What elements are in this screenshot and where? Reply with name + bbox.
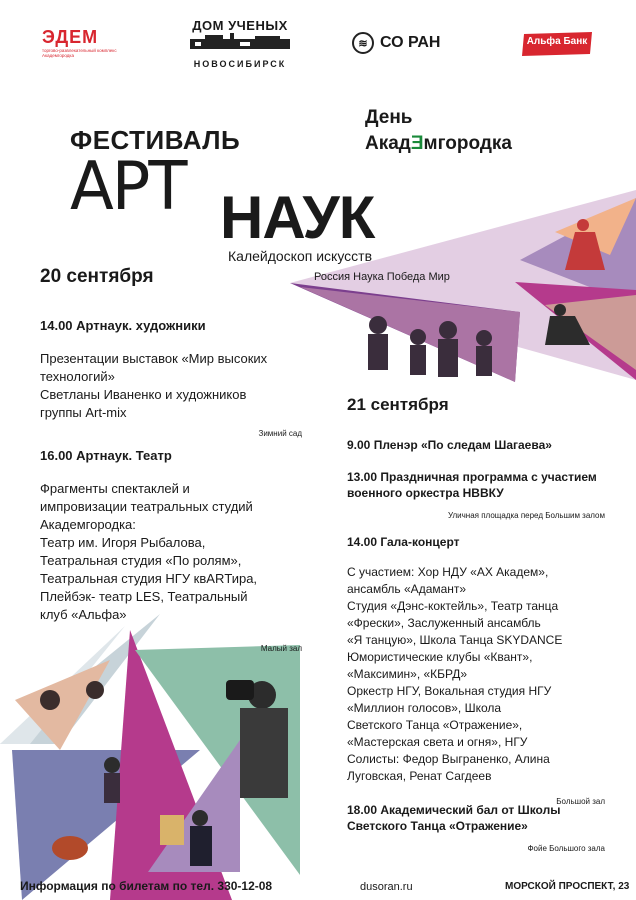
event-line: Солисты: Федор Выграненко, Алина	[347, 752, 550, 766]
event-line: «Мастерская света и огня», НГУ	[347, 735, 528, 749]
event-line: Плейбэк- театр LES, Театральный	[40, 589, 248, 604]
camera-icon	[226, 680, 254, 700]
kaleidoscope-subtitle: Калейдоскоп искусств	[228, 248, 373, 264]
guitar-icon	[52, 836, 88, 860]
dom-title: ДОМ УЧЕНЫХ	[192, 18, 288, 33]
event-venue: Уличная площадка перед Большим залом	[447, 511, 605, 520]
event-title: 13.00 Праздничная программа с участием военного оркестра НВВКУ	[347, 470, 597, 500]
event-line: С участием: Хор НДУ «АХ Академ»,	[347, 565, 549, 579]
slogan: Россия Наука Победа Мир	[314, 271, 450, 283]
address: МОРСКОЙ ПРОСПЕКТ, 23	[505, 881, 630, 892]
event-line: Фрагменты спектаклей и	[40, 481, 190, 496]
painting-canvas	[160, 815, 184, 845]
day2-event-1	[347, 437, 605, 453]
singer-head	[104, 757, 120, 773]
musician-head-1	[369, 316, 387, 334]
event-line: «Я танцую», Школа Танца SKYDANCE	[347, 633, 563, 647]
den-line2-pre: Акад	[365, 133, 411, 154]
alfa-name: Альфа Банк	[526, 36, 588, 47]
ticket-info: Информация по билетам по тел. 330-12-08	[20, 879, 273, 893]
day2-event-4	[347, 802, 605, 853]
event-title: 18.00 Академический бал от Школы Светского Танца «Отражение»	[347, 803, 561, 833]
den-line2-mid: Ǝ	[410, 133, 424, 154]
den-line2	[365, 131, 512, 157]
den-line2-post: мгородка	[423, 133, 512, 154]
event-description	[40, 480, 302, 624]
festival-word: ФЕСТИВАЛЬ	[70, 125, 241, 155]
event-venue: Малый зал	[260, 644, 302, 653]
musician-body-2	[410, 345, 426, 375]
event-line: Академгородка:	[40, 517, 136, 532]
event-title: 14.00 Гала-концерт	[347, 535, 460, 549]
day2-date: 21 сентября	[347, 395, 449, 414]
day2-event-2	[347, 469, 605, 520]
musician-head-3	[439, 321, 457, 339]
event-line: Театральная студия «По ролям»,	[40, 553, 242, 568]
event-venue: Большой зал	[556, 797, 605, 806]
event-line: группы Art-mix	[40, 405, 127, 420]
art-word: АРТ	[70, 148, 186, 226]
musician-body-4	[476, 346, 492, 376]
musician-head-4	[476, 330, 492, 346]
event-line: «Миллион голосов», Школа	[347, 701, 502, 715]
edem-subtitle: торгово-развлекательный комплекс Академгородка	[42, 48, 117, 58]
day2-event-3	[347, 534, 605, 806]
den-line1: День	[365, 107, 413, 128]
actor-head-1	[40, 690, 60, 710]
musician-head-2	[410, 329, 426, 345]
event-line: технологий»	[40, 369, 115, 384]
den-akademgorodka-title	[365, 105, 512, 157]
nauk-word: НАУК	[220, 184, 375, 251]
singer-body	[104, 773, 120, 803]
dance-couple-head	[554, 304, 566, 316]
event-line: Светланы Иваненко и художников	[40, 387, 247, 402]
soran-emblem-icon: ≋	[352, 32, 374, 54]
painter-body	[190, 826, 212, 866]
edem-name: ЭДЕМ	[42, 27, 99, 47]
event-venue: Зимний сад	[258, 429, 302, 438]
day1-date: 20 сентября	[40, 266, 154, 287]
dom-city: НОВОСИБИРСК	[193, 59, 287, 69]
event-title: 16.00 Артнаук. Театр	[40, 448, 172, 463]
event-line: Студия «Дэнс-коктейль», Театр танца	[347, 599, 559, 613]
event-line: Светского Танца «Отражение»,	[347, 718, 523, 732]
musician-body-1	[368, 334, 388, 370]
event-line: «Максимин», «КБРД»	[347, 667, 468, 681]
event-line: Луговская, Ренат Сагдеев	[347, 769, 492, 783]
event-line: Юмористические клубы «Квант»,	[347, 650, 533, 664]
event-title: 9.00 Пленэр «По следам Шагаева»	[347, 438, 552, 452]
event-line: «Фрески», Заслуженный ансамбль	[347, 616, 541, 630]
event-line: импровизации театральных студий	[40, 499, 253, 514]
photographer-body	[240, 708, 288, 798]
event-title: 14.00 Артнаук. художники	[40, 318, 206, 333]
event-line: Презентации выставок «Мир высоких	[40, 351, 268, 366]
dancer-head	[577, 219, 589, 231]
event-venue: Фойе Большого зала	[527, 844, 605, 853]
event-description	[40, 350, 302, 422]
painter-head	[192, 810, 208, 826]
event-line: клуб «Альфа»	[40, 607, 127, 622]
event-line: Театр им. Игоря Рыбалова,	[40, 535, 206, 550]
soran-name: СО РАН	[380, 34, 441, 51]
day1-event-2	[40, 448, 302, 653]
event-line: Театральная студия НГУ квАRТира,	[40, 571, 258, 586]
event-line: Оркестр НГУ, Вокальная студия НГУ	[347, 684, 552, 698]
actor-head-2	[86, 681, 104, 699]
website-link[interactable]: dusoran.ru	[360, 881, 413, 893]
musician-body-3	[438, 339, 458, 377]
day1-event-1	[40, 318, 302, 438]
event-line: ансамбль «Адамант»	[347, 582, 467, 596]
event-description	[347, 564, 605, 785]
